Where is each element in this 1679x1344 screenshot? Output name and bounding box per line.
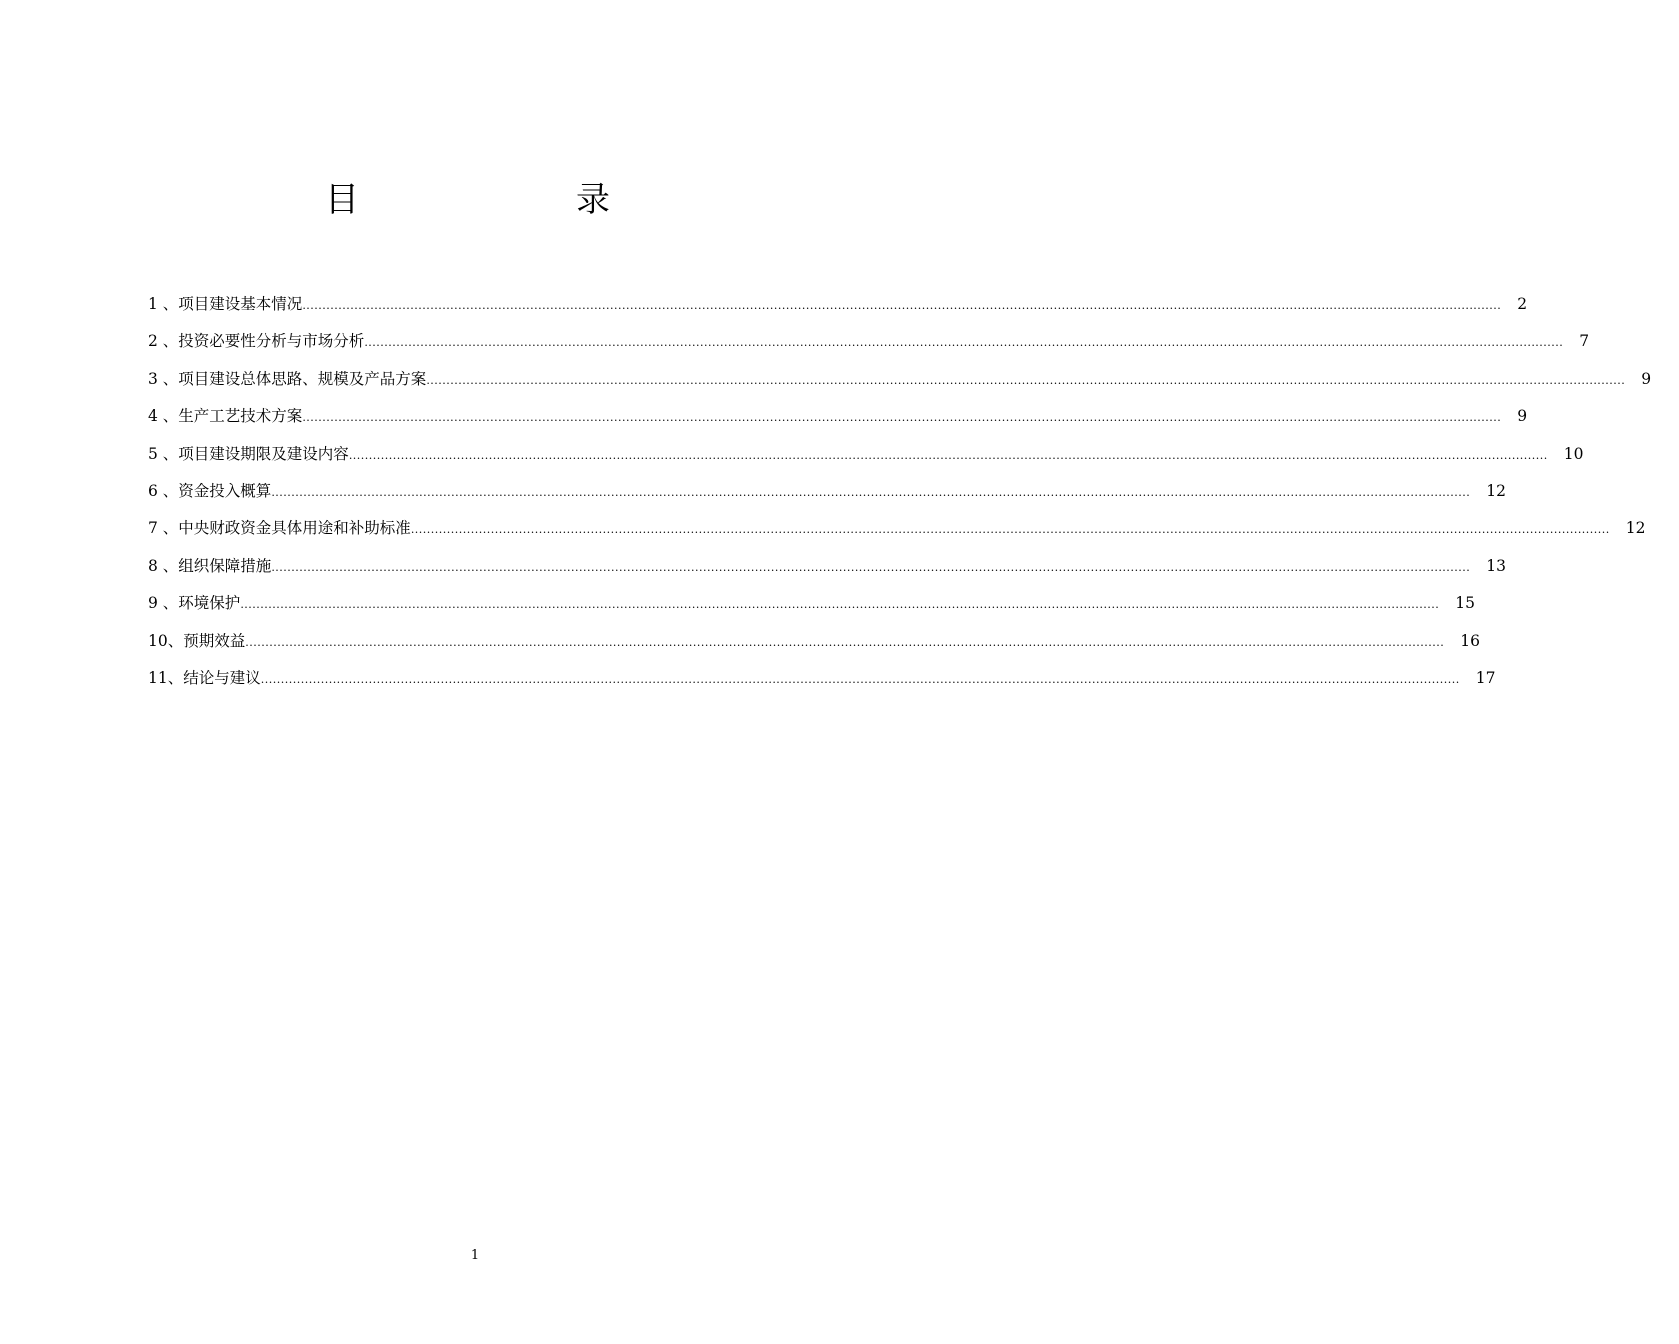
toc-entry-number: 3 bbox=[148, 369, 163, 388]
toc-entry-page: 15 bbox=[1455, 594, 1476, 613]
toc-entry-1[interactable] bbox=[148, 290, 1528, 327]
table-of-contents bbox=[148, 290, 1652, 701]
toc-leader-dots: ............................................................................................................................................................................................................................................................................................................ bbox=[302, 299, 1502, 312]
toc-entry-label: 、组织保障措施 bbox=[162, 556, 272, 575]
toc-entry-number: 10 bbox=[148, 631, 168, 650]
toc-leader-dots: ............................................................................................................................................................................................................................................................................................................ bbox=[271, 485, 1471, 499]
toc-leader-dots: ............................................................................................................................................................................................................................................................................................................ bbox=[426, 373, 1626, 387]
page-number: 1 bbox=[470, 1248, 480, 1263]
toc-entry-label: 、资金投入概算 bbox=[162, 481, 272, 500]
toc-entry-label: 、中央财政资金具体用途和补助标准 bbox=[162, 519, 411, 538]
toc-entry-label: 、生产工艺技术方案 bbox=[162, 407, 303, 426]
toc-entry-page: 17 bbox=[1475, 668, 1496, 687]
toc-leader-dots: ............................................................................................................................................................................................................................................................................................................ bbox=[260, 672, 1460, 686]
toc-entry-number: 6 bbox=[148, 481, 163, 500]
toc-leader-dots: ............................................................................................................................................................................................................................................................................................................ bbox=[302, 411, 1502, 425]
toc-entry-page: 12 bbox=[1625, 519, 1646, 538]
toc-entry-number: 4 bbox=[148, 407, 163, 426]
toc-entry-5[interactable] bbox=[148, 440, 1584, 477]
toc-entry-6[interactable] bbox=[148, 477, 1507, 514]
toc-leader-dots: ............................................................................................................................................................................................................................................................................................................ bbox=[245, 635, 1445, 649]
toc-entry-number: 1 bbox=[148, 295, 163, 313]
toc-title bbox=[0, 176, 950, 224]
toc-entry-label: 、项目建设基本情况 bbox=[162, 295, 303, 313]
toc-entry-label: 、环境保护 bbox=[162, 594, 241, 613]
toc-leader-dots: ............................................................................................................................................................................................................................................................................................................ bbox=[271, 560, 1471, 574]
toc-entry-page: 12 bbox=[1486, 481, 1507, 500]
toc-entry-7[interactable] bbox=[148, 514, 1646, 551]
toc-entry-11[interactable] bbox=[148, 664, 1496, 701]
toc-leader-dots: ............................................................................................................................................................................................................................................................................................................ bbox=[240, 598, 1440, 612]
toc-entry-page: 2 bbox=[1517, 295, 1528, 313]
toc-entry-number: 5 bbox=[148, 444, 163, 463]
toc-entry-label: 、预期效益 bbox=[167, 631, 246, 650]
toc-entry-label: 、投资必要性分析与市场分析 bbox=[162, 332, 365, 351]
toc-leader-dots: ............................................................................................................................................................................................................................................................................................................ bbox=[364, 336, 1564, 350]
toc-entry-page: 16 bbox=[1460, 631, 1480, 650]
toc-leader-dots: ............................................................................................................................................................................................................................................................................................................ bbox=[348, 448, 1548, 462]
toc-entry-3[interactable] bbox=[148, 365, 1652, 402]
toc-entry-page: 7 bbox=[1579, 332, 1590, 351]
toc-entry-10[interactable] bbox=[148, 627, 1480, 664]
toc-entry-number: 11 bbox=[148, 668, 168, 687]
toc-entry-number: 9 bbox=[148, 594, 163, 613]
toc-entry-label: 、项目建设期限及建设内容 bbox=[162, 444, 349, 463]
toc-title-char-2: 录 bbox=[576, 180, 610, 220]
toc-entry-number: 8 bbox=[148, 556, 163, 575]
toc-entry-page: 13 bbox=[1486, 556, 1507, 575]
toc-entry-4[interactable] bbox=[148, 402, 1528, 439]
toc-entry-label: 、项目建设总体思路、规模及产品方案 bbox=[162, 369, 427, 388]
toc-entry-label: 、结论与建议 bbox=[167, 668, 261, 687]
toc-entry-9[interactable] bbox=[148, 589, 1476, 626]
toc-entry-number: 2 bbox=[148, 332, 163, 351]
toc-entry-page: 9 bbox=[1517, 407, 1528, 426]
toc-entry-8[interactable] bbox=[148, 552, 1507, 589]
toc-title-char-1: 目 bbox=[325, 180, 359, 220]
toc-entry-page: 9 bbox=[1641, 369, 1652, 388]
toc-entry-page: 10 bbox=[1563, 444, 1584, 463]
toc-entry-number: 7 bbox=[148, 519, 163, 538]
toc-leader-dots: ............................................................................................................................................................................................................................................................................................................ bbox=[410, 523, 1610, 537]
toc-entry-2[interactable] bbox=[148, 327, 1590, 364]
